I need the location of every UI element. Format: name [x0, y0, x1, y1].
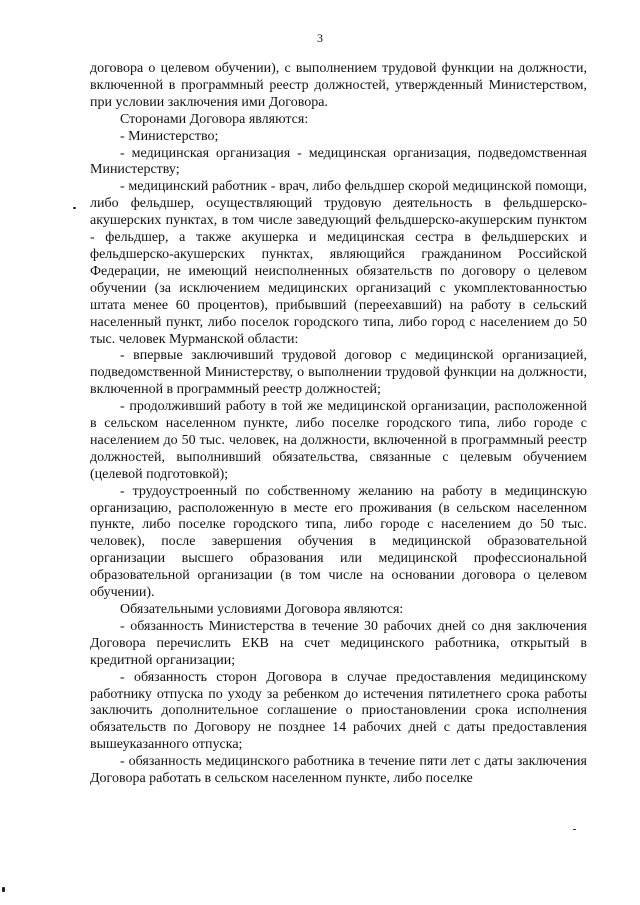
list-item-medical-worker: - медицинский работник - врач, либо фельдшер скорой медицинской помощи, либо фельдшер, осуществляющий трудовую деятельность в фельдшерско-акушерских пунктах, в том числе заведующий фельдшерско-акушерским пунктом - фельдшер, а также акушерка и медицинская сестра в фельдшерских и фельдшерско-акушерских пунктах, являющийся гражданином Российской Федерации, не имеющий неисполненных обязательств по договору о целевом обучении (за исключением медицинских организаций с укомплектованностью штата менее 60 процентов), прибывший (переехавший) на работу в сельский населенный пункт, либо поселок городского типа, либо город с населением до 50 тыс. человек Мурманской области: — [90, 179, 587, 347]
paragraph-conditions-heading: Обязательными условиями Договора являются: — [120, 602, 404, 617]
scan-speck-bottom-right — [573, 829, 576, 830]
list-item-parties-obligation: - обязанность сторон Договора в случае предоставления медицинскому работнику отпуска по уходу за ребенком до истечения пятилетнего срока работы заключить дополнительное соглашение о приостановлении срока исполнения обязательств по Договору не позднее 14 рабочих дней с даты предоставления вышеуказанного отпуска; — [90, 669, 587, 753]
list-item-worker-obligation: - обязанность медицинского работника в течение пяти лет с даты заключения Договора работать в сельском населенном пункте, либо поселке — [90, 754, 587, 787]
list-item-first-contract: - впервые заключивший трудовой договор с медицинской организацией, подведомственной Министерству, о выполнении трудовой функции на должности, включенной в программный реестр должностей; — [90, 348, 587, 398]
document-body — [90, 61, 587, 788]
list-item-ministry: - Министерство; — [120, 128, 219, 144]
scan-speck-left — [73, 207, 76, 209]
paragraph-continuation: договора о целевом обучении), с выполнением трудовой функции на должности, включенной в программный реестр должностей, утвержденный Министерством, при условии заключения ими Договора. — [90, 61, 587, 110]
list-item-employed-voluntarily: - трудоустроенный по собственному желанию на работу в медицинскую организацию, расположенную в месте его проживания (в сельском населенном пункте, либо поселке городского типа, либо городе с населением до 50 тыс. человек), после завершения обучения в медицинской образовательной организации высшего образования или медицинской профессиональной образовательной организации (в том числе на основании договора о целевом обучении). — [90, 483, 587, 601]
list-item-ministry-obligation: - обязанность Министерства в течение 30 рабочих дней со дня заключения Договора перечислить ЕКВ на счет медицинского работника, открытый в кредитной организации; — [90, 618, 587, 668]
list-item-medical-organization: - медицинская организация - медицинская организация, подведомственная Министерству; — [90, 145, 587, 178]
scan-speck-bottom-left — [2, 887, 5, 892]
list-item-continued-work: - продолживший работу в той же медицинской организации, расположенной в сельском населенном пункте, либо поселке городского типа, либо городе с населением до 50 тыс. человек, на должности, включенной в программный реестр должностей, выполнивший обязательства, связанные с целевым обучением (целевой подготовкой); — [90, 399, 587, 482]
paragraph-parties-heading: Сторонами Договора являются: — [120, 111, 309, 127]
page-number: 3 — [317, 31, 323, 45]
